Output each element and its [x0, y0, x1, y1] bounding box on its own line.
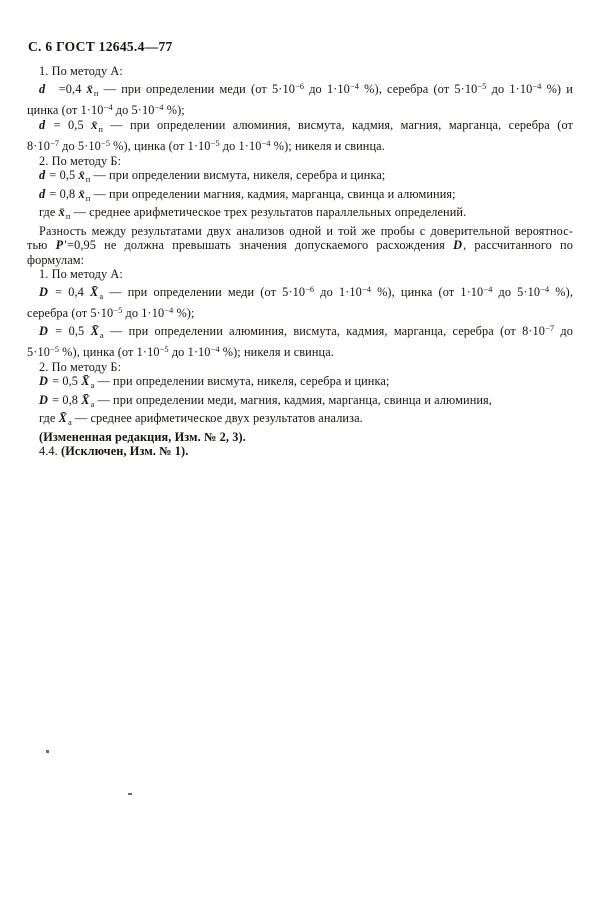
text-line: 4.4. (Исключен, Изм. № 1). [39, 444, 189, 458]
text-line: 1. По методу А: [39, 64, 123, 78]
text-line: D = 0,4 $X̄_а$ — при определении меди (от $5\cdot 10^{-6}$ до $1\cdot 10^{-4}$ %), цинка (от $1\cdot 10^{-4}$ до $5\cdot 10^{-4}$ %), [39, 283, 573, 301]
text-line: d = 0,5 $x̄_п$ — при определении алюминия, висмута, кадмия, магния, марганца, серебра (от [39, 117, 573, 134]
text-line: $5\cdot 10^{-5}$ %), цинка (от $1\cdot 10^{-5}$ до $1\cdot 10^{-4}$ %); никеля и свинца. [27, 344, 334, 359]
text-line: формулам: [27, 252, 85, 267]
text-line: где $X̄_а$ — среднее арифметическое двух результатов анализа. [39, 411, 363, 427]
scan-speck [128, 793, 132, 795]
text-line: (Измененная редакция, Изм. № 2, 3). [39, 429, 246, 444]
text-line: d = 0,8 $x̄_п$ — при определении магния, кадмия, марганца, свинца и алюминия; [39, 186, 456, 203]
scan-speck [46, 750, 49, 753]
text-line: серебра (от $5\cdot 10^{-5}$ до $1\cdot 10^{-4}$ %); [27, 305, 195, 320]
text-line: 2. По методу Б: [39, 153, 122, 168]
text-line: D = 0,5 $X̄_а$ — при определении алюминия, висмута, кадмия, марганца, серебра (от $8\cdot 10^{-7}$ до [39, 322, 574, 340]
text-line: 2. По методу Б: [39, 359, 122, 374]
text-line: d =0,4 $x̄_п$ — при определении меди (от $5\cdot 10^{-6}$ до $1\cdot 10^{-4}$ %), серебра (от $5\cdot 10^{-5}$ до $1\cdot 10^{-4}$ %) и [39, 80, 573, 98]
text-line: тью P′=0,95 не должна превышать значения допускаемого расхождения D, рассчитанного по [27, 238, 573, 252]
text-line: d = 0,5 $x̄_п$ — при определении висмута, никеля, серебра и цинка; [39, 168, 386, 184]
text-line: D = 0,5 $X̄_а$ — при определении висмута, никеля, серебра и цинка; [39, 374, 390, 390]
text-line: $8\cdot 10^{-7}$ до $5\cdot 10^{-5}$ %), цинка (от $1\cdot 10^{-5}$ до $1\cdot 10^{-4}$ %); никеля и свинца. [27, 138, 385, 153]
text-line: 1. По методу А: [39, 267, 123, 281]
text-line: D = 0,8 $X̄_а$ — при определении меди, магния, кадмия, марганца, свинца и алюминия, [39, 392, 492, 409]
page-header: С. 6 ГОСТ 12645.4—77 [28, 39, 173, 54]
document-body [27, 64, 573, 459]
text-line: Разность между результатами двух анализов одной и той же пробы с доверительной вероятнос- [39, 223, 573, 238]
text-line: цинка (от $1\cdot 10^{-4}$ до $5\cdot 10^{-4}$ %); [27, 102, 185, 117]
text-line: где $x̄_п$ — среднее арифметическое трех результатов параллельных определений. [39, 205, 467, 221]
